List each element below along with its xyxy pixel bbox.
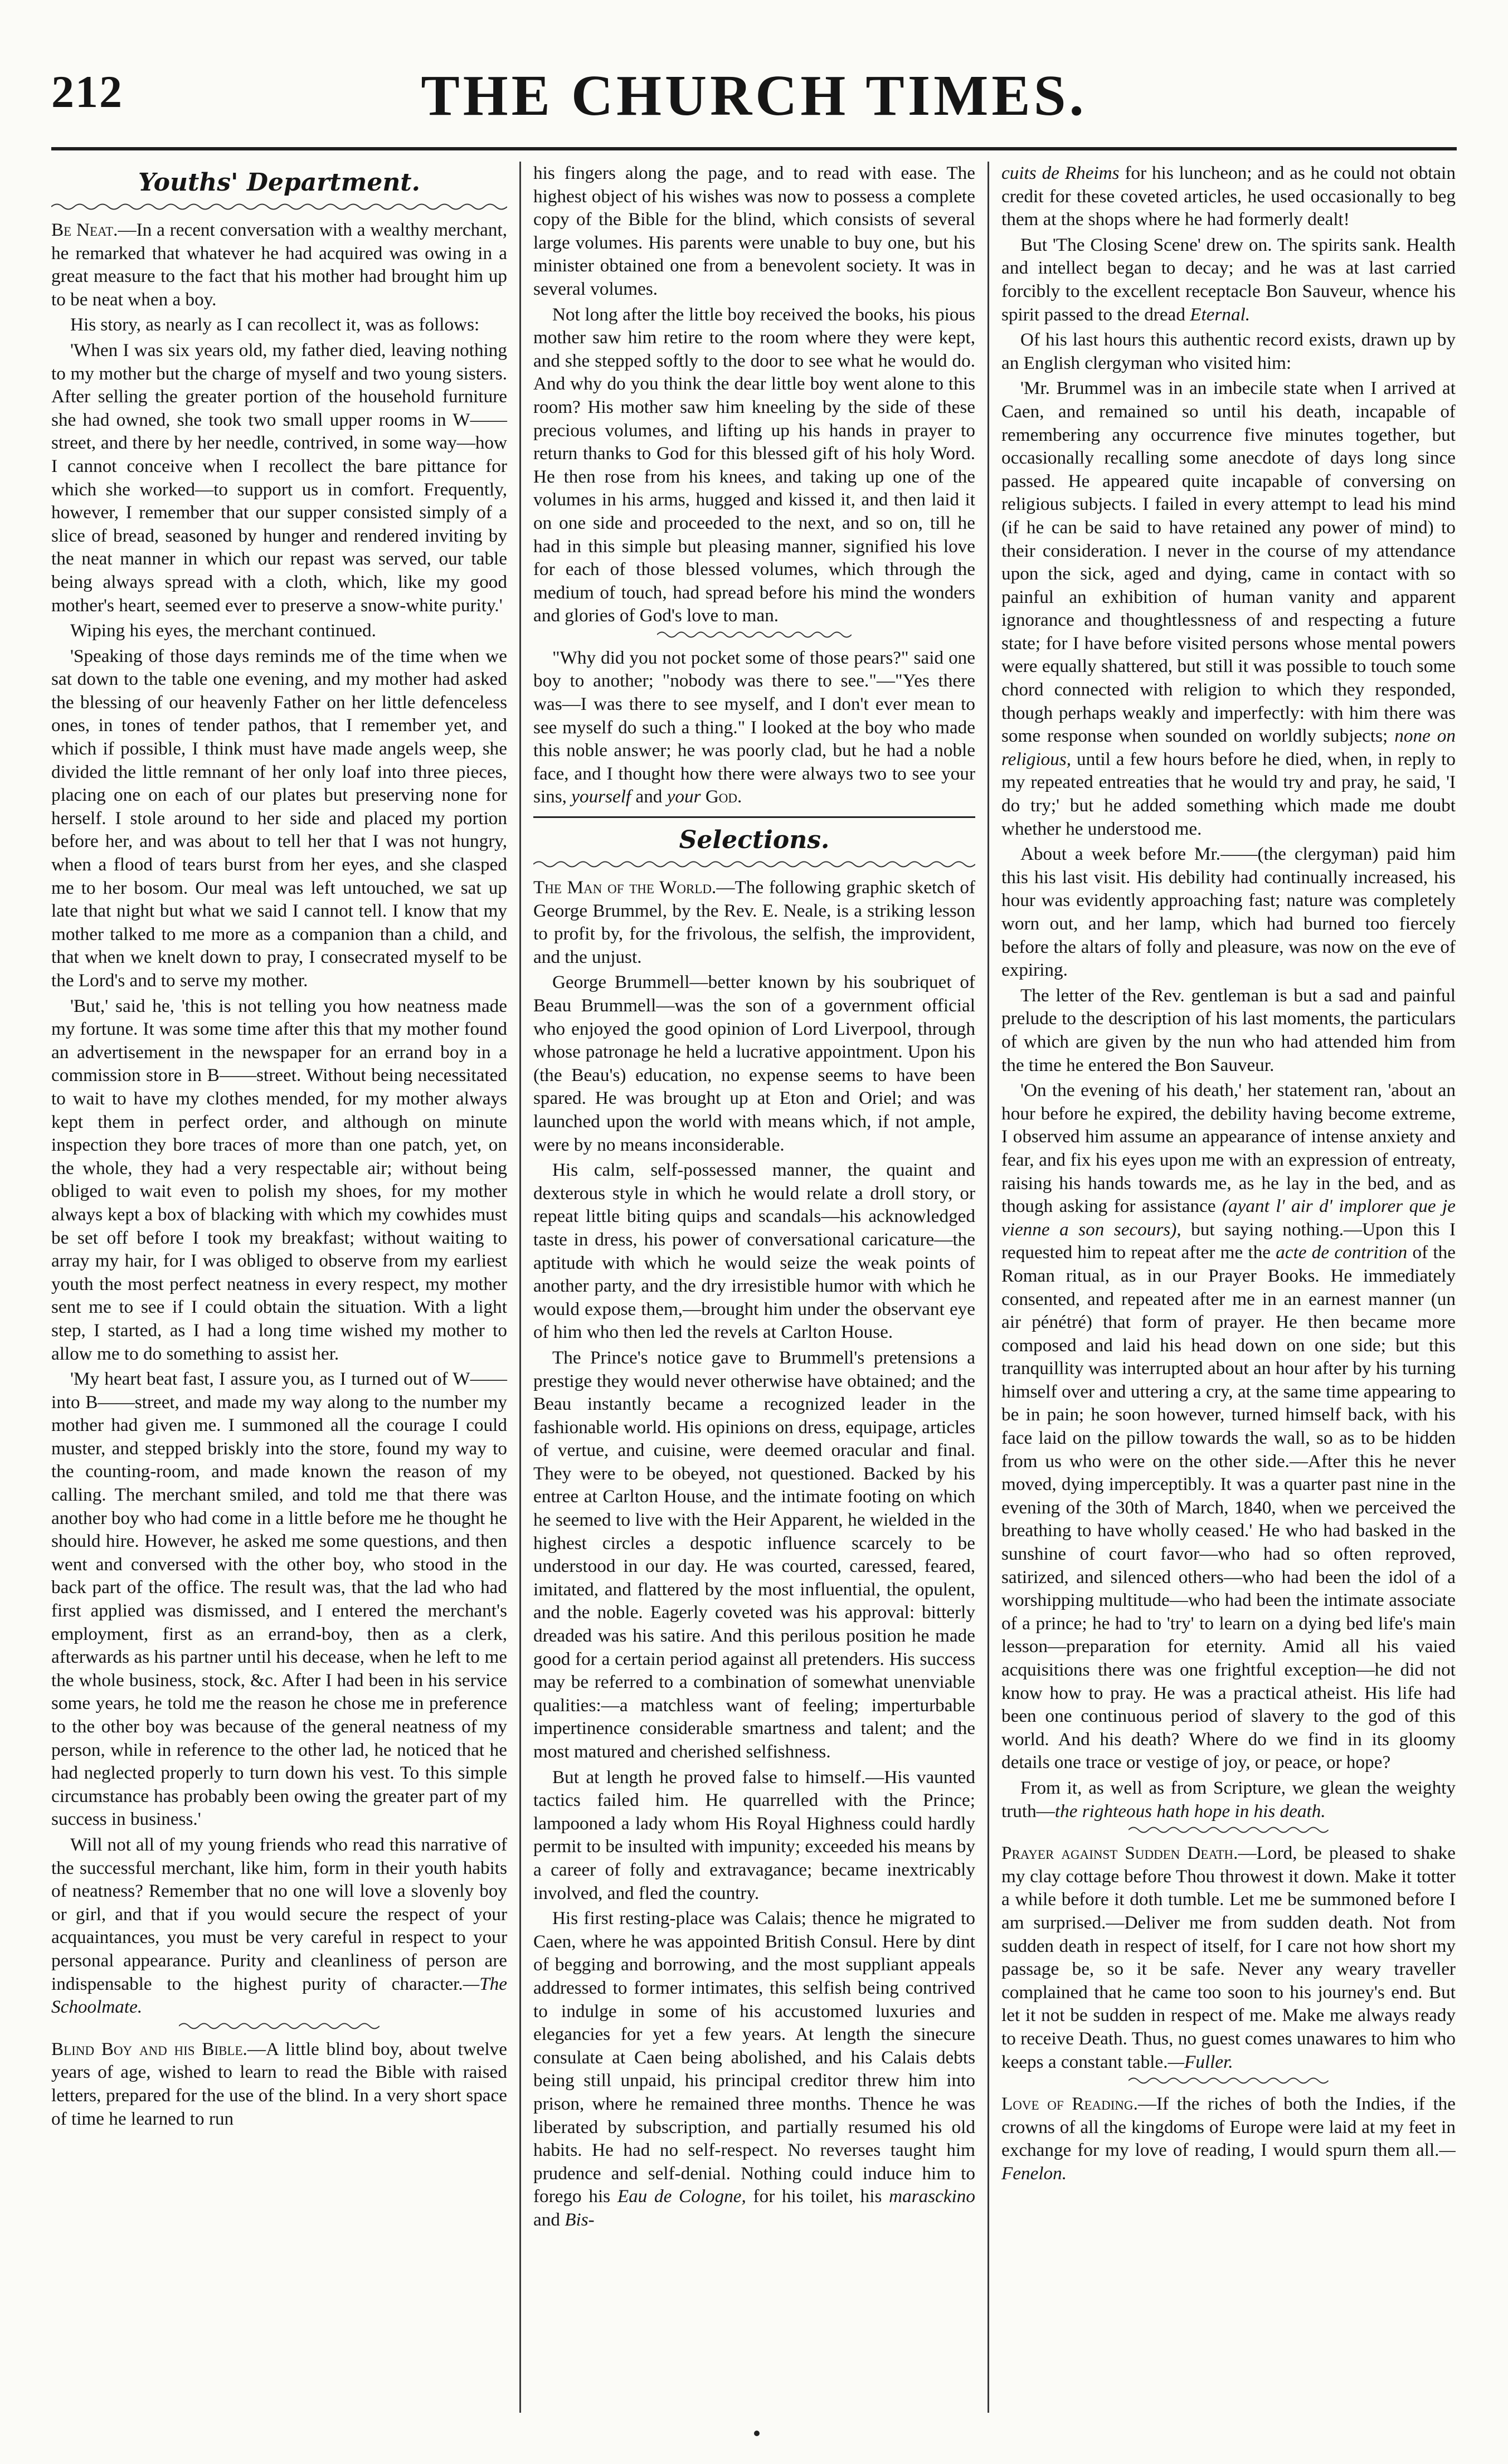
- emphasis-text: acte de contrition: [1271, 1242, 1408, 1263]
- masthead: [51, 0, 1457, 150]
- wavy-divider: [657, 630, 852, 640]
- paragraph-text: "Why did you not pocket some of those pears?" said one boy to another; "nobody was there to see."—"Yes there was—I was there to see myself, and I don't ever mean to see myself do such a thing." I looked at the boy who made this noble answer; he was poorly clad, but he had a noble face, and I thought how there were always two to see your sins,: [533, 647, 975, 807]
- article-title-man-of-the-world: The Man of the World.: [533, 877, 717, 898]
- wavy-divider: [179, 2021, 380, 2031]
- paragraph-text: of the Roman ritual, as in our Prayer Books. He immediately consented, and repeated after me in an earnest manner (un air pénétré) that form of prayer. He then became more composed and laid his head down on one side; but this tranquillity was interrupted about an hour after by his turning himself over and uttering a cry, at the same time appearing to be in pain; he soon however, turned himself back, with his face laid on the pillow towards the wall, so as to be hidden from us who were on the other side.—After this he never moved, dying imperceptibly. It was a quarter past nine in the evening of the 30th of March, 1840, when we perceived the breathing to have wholly ceased.' He who had basked in the sunshine of court favor—who had so often reproved, satirized, and silenced others—who had been the idol of a worshipping multitude—who had been the intimate associate of a prince; he had to 'try' to learn on a dying bed life's main lesson—preparation for eternity. Amid all his vaied acquisitions there was one frightful exception—he did not know how to pray. He was a practical atheist. His life had been one continuous period of slavery to the god of this world. And his death? Where do we find in its gloomy details one trace or vestige of joy, or peace, or hope?: [1001, 1242, 1456, 1773]
- article-paragraph: His story, as nearly as I can recollect it, was as follows:: [70, 314, 480, 335]
- emphasis-text: Eau de Cologne,: [617, 2186, 746, 2207]
- page-number: 212: [51, 66, 123, 117]
- source-attribution: —Fenelon.: [1001, 2140, 1456, 2184]
- emphasis-text: yourself: [571, 786, 631, 807]
- column-2: [519, 162, 988, 2413]
- paragraph-text: until a few hours before he died, when, in reply to my repeated entreaties that he would try and pray, he said, 'I do try;' but he added something which made me doubt whether he understood me.: [1001, 748, 1456, 839]
- paragraph-text: But 'The Closing Scene' drew on. The spirits sank. Health and intellect began to decay; and he was at last carried forcibly to the excellent receptacle Bon Sauveur, whence his spirit passed to the dread: [1001, 234, 1456, 325]
- emphasis-text: Bis-: [565, 2209, 595, 2230]
- paragraph-text: —If the riches of both the Indies, if the crowns of all the kingdoms of Europe were laid at my feet in exchange for my love of reading, I would spurn them all.: [1001, 2093, 1456, 2161]
- article-paragraph: [1001, 1842, 1456, 2073]
- source-attribution: —Fuller.: [1168, 2051, 1233, 2072]
- page-footer-mark: [754, 2431, 760, 2436]
- paragraph-text: From it, as well as from Scripture, we glean the weighty truth—: [1001, 1777, 1456, 1822]
- emphasis-text: marasckino: [889, 2186, 975, 2207]
- article-title-be-neat: Be Neat.: [51, 220, 118, 240]
- article-title-love-of-reading: Love of Reading.: [1001, 2093, 1138, 2115]
- article-paragraph: 'When I was six years old, my father died, leaving nothing to my mother but the charge of myself and two young sisters. After selling the greater portion of the household furniture she had owned, she took two small upper rooms in W——street, and there by her needle, contrived, in some way—how I cannot conceive when I recollect the bare pittance for which she worked—to support us in comfort. Frequently, however, I remember that our supper consisted simply of a slice of bread, seasoned by hunger and rendered inviting by the neat manner in which our repast was served, our table being always spread with a cloth, which, like my good mother's heart, seemed ever to preserve a snow-white purity.': [51, 339, 507, 616]
- newspaper-title: THE CHURCH TIMES.: [421, 64, 1087, 128]
- paragraph-text: God.: [701, 786, 742, 807]
- article-paragraph: About a week before Mr.——(the clergyman) paid him this his last visit. His debility had continually increased, his hour was evidently approaching fast; nature was completely worn out, and her lamp, which had burned too fiercely before the altars of folly and pleasure, was now on the eve of expiring.: [1001, 844, 1456, 981]
- paragraph-text: for his toilet, his: [746, 2186, 889, 2207]
- article-columns: [51, 162, 1457, 2413]
- emphasis-text: none on religious,: [1001, 725, 1456, 770]
- article-paragraph: The Prince's notice gave to Brummell's pretensions a prestige they would never otherwise have obtained; and the Beau instantly became a recognized leader in the fashionable world. His opinions on dress, equipage, articles of vertue, and cuisine, were deemed oracular and final. They were to be obeyed, not questioned. Backed by his entree at Carlton House, and the intimate footing on which he seemed to live with the Heir Apparent, he wielded in the highest circles a despotic influence scarcely to be understood in our day. He was courted, caressed, feared, imitated, and flattered by the most influential, the opulent, and the noble. Eagerly coveted was his approval: bitterly dreaded was his satire. And this perilous position he made good for a certain period against all pretenders. His success may be referred to a combination of somewhat unenviable qualities:—a matchless want of feeling; imperturbable impertinence considerable smartness and talent; and the most matured and cherished selfishness.: [533, 1347, 975, 1762]
- emphasis-text: Eternal.: [1185, 304, 1251, 325]
- paragraph-text: —The following graphic sketch of George Brummel, by the Rev. E. Neale, is a striking lesson to profit by, for the frivolous, the selfish, the improvident, and the unjust.: [533, 877, 975, 967]
- paragraph-text: 'Mr. Brummel was in an imbecile state when I arrived at Caen, and remained so until his death, incapable of remembering any occurrence five minutes together, but occasionally recalling some anecdote of days long since passed. He appeared quite incapable of conversing on religious subjects. I failed in every attempt to lead his mind (if he can be said to have retained any power of mind) to their consideration. I never in the course of my attendance upon the sick, aged and dying, came in contact with so painful an exhibition of human vanity and apparent ignorance and thoughtlessness of and respecting a future state; for I have before visited persons whose mental powers were equally shattered, but still it was possible to touch some chord connected with religion to which they responded, though perhaps weakly and imperfectly: with him there was some response when sounded on worldly subjects;: [1001, 378, 1456, 747]
- article-paragraph: [1001, 233, 1456, 326]
- paragraph-text: and: [631, 786, 667, 807]
- column-1: [51, 162, 519, 2413]
- article-paragraph: Not long after the little boy received the books, his pious mother saw him retire to the room where they were kept, and she stepped softly to the door to see what he would do. And why do you think the dear little boy went alone to this room? His mother saw him kneeling by the side of these precious volumes, and lifting up his hands in prayer to return thanks to God for this blessed gift of his holy Word. He then rose from his knees, and taking up one of the volumes in his arms, hugged and kissed it, and then laid it on one side and proceeded to the next, and so on, till he had in this simple but pleasing manner, signified his love for each of those blessed volumes, which through the medium of touch, had spread before his mind the wonders and glories of God's love to man.: [533, 304, 975, 626]
- article-title-blind-boy: Blind Boy and his Bible.: [51, 2038, 247, 2059]
- column-3: [988, 162, 1456, 2413]
- paragraph-text: Will not all of my young friends who read this narrative of the successful merchant, like him, form in their youth habits of neatness? Remember that no one will love a slovenly boy or girl, and that if you would secure the respect of your acquaintances, you must be very careful in respect to your personal appearance. Purity and cleanliness of person are indispensable to the highest purity of character.: [51, 1834, 507, 1994]
- emphasis-text: (ayant l' air d' implorer que je vienne a son secours),: [1001, 1196, 1456, 1240]
- wavy-divider: [533, 859, 975, 869]
- section-heading-selections: Selections.: [679, 826, 830, 855]
- article-paragraph: His calm, self-possessed manner, the quaint and dexterous style in which he would relate a droll story, or repeat little biting quips and scandals—his acknowledged taste in dress, his power of conversational caricature—the aptitude with which he would seize the weak points of another party, and the dry irresistible humor with which he would expose them,—brought him under the observant eye of him who then led the revels at Carlton House.: [533, 1160, 975, 1343]
- article-paragraph: But at length he proved false to himself.—His vaunted tactics failed him. He quarrelled with the Prince; lampooned a lady whom His Royal Highness could hardly permit to be insulted with impunity; exceeded his means by a career of folly and extravagance; became inextricably involved, and fled the country.: [533, 1766, 975, 1903]
- paragraph-text: —Lord, be pleased to shake my clay cottage before Thou throwest it down. Make it totter a while before it doth tumble. Let me be summoned before I am surprised.—Deliver me from sudden death. Not from sudden death in respect of itself, for I care not how short my passage be, so it be safe. Never any weary traveller complained that he came too soon to his journey's end. But let it not be sudden in respect of me. Make me always ready to receive Death. Thus, no guest comes unawares to him who keeps a constant table.: [1001, 1843, 1456, 2072]
- emphasis-text: cuits de Rheims: [1001, 163, 1120, 183]
- paragraph-text: but saying nothing.—Upon this I requested him to repeat after me the: [1001, 1219, 1456, 1263]
- article-paragraph: Of his last hours this authentic record exists, drawn up by an English clergyman who visited him:: [1001, 329, 1456, 373]
- paragraph-text: His first resting-place was Calais; thence he migrated to Caen, where he was appointed British Consul. Here by dint of begging and borrowing, and the most suppliant appeals addressed to former intimates, this selfish being contrived to indulge in some of his accustomed luxuries and elegancies for yet a few years. At length the sinecure consulate at Caen being abolished, and his Calais debts being still unpaid, his principal creditor threw him into prison, where he remained three months. Thence he was liberated by subscription, and partially resumed his old habits. He had no self-respect. No reverses taught him prudence and self-denial. Nothing could induce him to forego his: [533, 1908, 975, 2207]
- paragraph-text: for his luncheon; and as he could not obtain credit for these coveted articles, he used occasionally to beg them at the shops where he had formerly dealt!: [1001, 163, 1456, 230]
- paragraph-text: —A little blind boy, about twelve years of age, wished to learn to read the Bible with raised letters, prepared for the use of the blind. In a very short space of time he learned to run: [51, 2038, 508, 2129]
- article-paragraph: [1001, 1776, 1456, 1823]
- article-paragraph: [533, 646, 975, 809]
- emphasis-text: the righteous hath hope in his death.: [1054, 1800, 1326, 1822]
- wavy-divider: [1128, 2076, 1329, 2086]
- article-paragraph: [533, 876, 975, 968]
- wavy-divider: [1128, 1825, 1329, 1835]
- article-paragraph: [1001, 162, 1456, 231]
- section-heading-youths-department: Youths' Department.: [138, 168, 420, 197]
- article-paragraph: The letter of the Rev. gentleman is but a sad and painful prelude to the description of his last moments, the particulars of which are given by the nun who had attended him from the time he entered the Bon Sauveur.: [1001, 985, 1456, 1075]
- paragraph-text: 'On the evening of his death,' her statement ran, 'about an hour before he expired, the debility having become extreme, I observed him assume an appearance of intense anxiety and fear, and fix his eyes upon me with an expression of entreaty, raising his hands towards me, as he lay in the bed, and as though asking for assistance: [1001, 1080, 1456, 1217]
- article-paragraph: [1001, 377, 1456, 840]
- article-paragraph: George Brummell—better known by his soubriquet of Beau Brummell—was the son of a government official who enjoyed the good opinion of Lord Liverpool, through whose patronage he held a lucrative appointment. Upon his (the Beau's) education, no expense seems to have been spared. He was brought up at Eton and Oriel; and was launched upon the world with means which, if not ample, were by no means inconsiderable.: [533, 972, 975, 1155]
- paragraph-text: and: [533, 2209, 565, 2230]
- article-paragraph: [1001, 1079, 1456, 1774]
- paragraph-text: —In a recent conversation with a wealthy merchant, he remarked that whatever he had acquired was owing in a great measure to the fact that his mother had brought him up to be neat when a boy.: [51, 220, 508, 310]
- article-paragraph: 'My heart beat fast, I assure you, as I turned out of W——into B——street, and made my way along to the number my mother had given me. I summoned all the courage I could muster, and stepped briskly into the store, found my way to the counting-room, and made known the reason of my calling. The merchant smiled, and told me that there was another boy who had come in a little before me he thought he should hire. However, he asked me some questions, and then went and conversed with the other boy, who stood in the back part of the office. The result was, that the lad who had first applied was dismissed, and I entered the merchant's employment, first as an errand-boy, then as a clerk, afterwards as his partner until his decease, when he left to me the whole business, stock, &c. After I had been in his service some years, he told me the reason he chose me in preference to the other boy was because of the general neatness of my person, while in reference to the other lad, he noticed that he had neglected properly to turn down his vest. To this simple circumstance has probably been owing the greater part of my success in business.': [51, 1369, 507, 1830]
- article-paragraph: [533, 1907, 975, 2231]
- source-attribution: —The Schoolmate.: [51, 1973, 507, 2018]
- article-paragraph: 'Speaking of those days reminds me of the time when we sat down to the table one evening, and my mother had asked the blessing of our heavenly Father on her little defenceless ones, in tones of tender pathos, that I remember yet, and which if possible, I think must have made angels weep, she divided the little remnant of her only loaf into three pieces, placing one on each of our plates but preserving none for herself. I stole around to her side and placed my portion before her, and was about to tell her that I was not hungry, when a flood of tears burst from her eyes, and she clasped me to her bosom. Our meal was left untouched, we sat up late that night but what we said I cannot tell. I know that my mother talked to me more as a companion than a child, and that when we knelt down to pray, I consecrated myself to be the Lord's and to serve my mother.: [51, 645, 507, 991]
- article-paragraph: his fingers along the page, and to read with ease. The highest object of his wishes was now to possess a complete copy of the Bible for the blind, which consists of several large volumes. His parents were unable to buy one, but his minister obtained one from a benevolent society. It was in several volumes.: [533, 163, 975, 299]
- article-title-prayer: Prayer against Sudden Death.: [1001, 1843, 1238, 1864]
- emphasis-text: your: [667, 786, 701, 807]
- article-paragraph: [51, 1833, 507, 2019]
- article-paragraph: [51, 218, 507, 311]
- article-paragraph: Wiping his eyes, the merchant continued.: [70, 620, 376, 641]
- article-paragraph: [51, 2038, 507, 2130]
- article-paragraph: [1001, 2092, 1456, 2185]
- section-rule: [533, 816, 975, 818]
- article-paragraph: 'But,' said he, 'this is not telling you how neatness made my fortune. It was some time after this that my mother found an advertisement in the newspaper for an errand boy in a commission store in B——street. Without being necessitated to wait to have my clothes mended, for my mother always kept them in perfect order, and although on minute inspection they bore traces of more than one patch, yet, on the whole, they had a very respectable air; without being obliged to wait even to polish my shoes, for my mother always kept a box of blacking with which my cowhides must be set off before I took my breakfast; without waiting to array my hair, for I was obliged to observe from my earliest youth the most perfect neatness in every respect, my mother sent me to see if I could obtain the situation. With a light step, I started, as I had a long time wished my mother to allow me to do something to assist her.: [51, 995, 507, 1364]
- wavy-divider: [51, 202, 507, 212]
